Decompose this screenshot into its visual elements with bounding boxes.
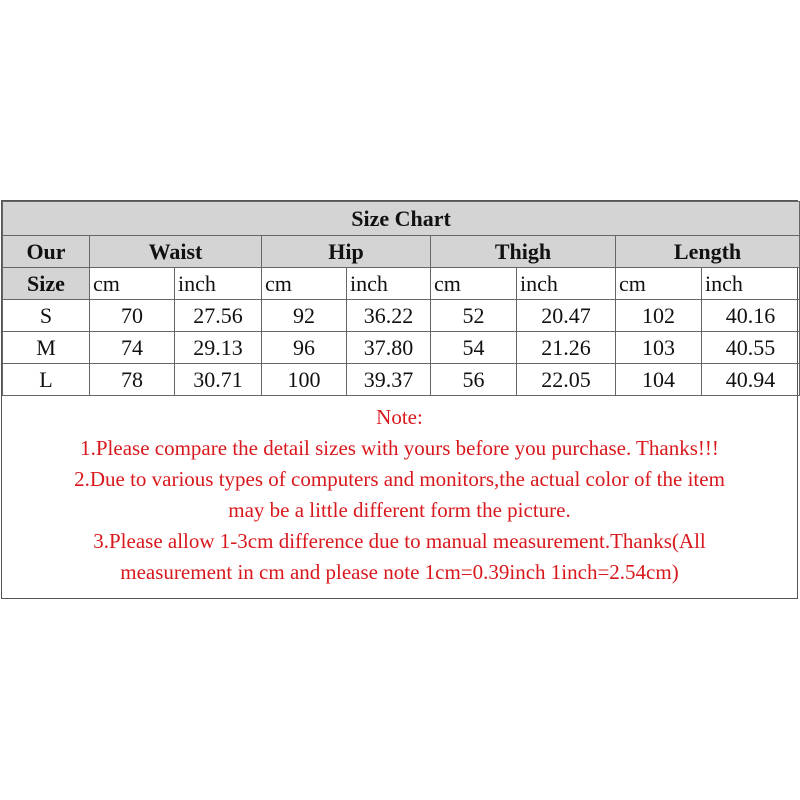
table-cell: 21.26 [517,332,616,364]
unit-cm: cm [616,268,702,300]
note-line: 3.Please allow 1-3cm difference due to manual measurement.Thanks(All [93,529,706,553]
note-line: 1.Please compare the detail sizes with yours before you purchase. Thanks!!! [80,436,719,460]
table-row [3,332,800,364]
group-waist: Waist [90,236,262,268]
table-cell: 37.80 [347,332,431,364]
table-cell: 29.13 [175,332,262,364]
table-cell: 54 [431,332,517,364]
group-length: Length [616,236,800,268]
table-cell: 78 [90,364,175,396]
table-cell: 102 [616,300,702,332]
table-cell: 39.37 [347,364,431,396]
note-line: 2.Due to various types of computers and monitors,the actual color of the item [74,467,725,491]
notes-section [2,396,797,588]
unit-inch: inch [702,268,800,300]
size-label: M [3,332,90,364]
note-line: measurement in cm and please note 1cm=0.39inch 1inch=2.54cm) [120,560,679,584]
table-cell: 74 [90,332,175,364]
table-cell: 36.22 [347,300,431,332]
table-cell: 40.94 [702,364,800,396]
group-thigh: Thigh [431,236,616,268]
size-label: S [3,300,90,332]
unit-inch: inch [347,268,431,300]
table-cell: 92 [262,300,347,332]
table-cell: 30.71 [175,364,262,396]
note-line: may be a little different form the picture. [228,498,571,522]
size-table [2,201,800,396]
unit-inch: inch [175,268,262,300]
table-row [3,300,800,332]
table-cell: 20.47 [517,300,616,332]
chart-title: Size Chart [3,202,800,236]
note-heading: Note: [376,405,423,429]
table-cell: 70 [90,300,175,332]
size-chart [1,200,798,599]
table-cell: 52 [431,300,517,332]
table-cell: 56 [431,364,517,396]
unit-cm: cm [262,268,347,300]
table-cell: 96 [262,332,347,364]
unit-cm: cm [90,268,175,300]
table-cell: 40.55 [702,332,800,364]
table-cell: 27.56 [175,300,262,332]
table-cell: 100 [262,364,347,396]
group-hip: Hip [262,236,431,268]
table-cell: 103 [616,332,702,364]
unit-cm: cm [431,268,517,300]
table-cell: 104 [616,364,702,396]
table-row [3,364,800,396]
table-cell: 40.16 [702,300,800,332]
our-size-header-top: Our [3,236,90,268]
table-cell: 22.05 [517,364,616,396]
our-size-header-bottom: Size [3,268,90,300]
size-label: L [3,364,90,396]
unit-inch: inch [517,268,616,300]
